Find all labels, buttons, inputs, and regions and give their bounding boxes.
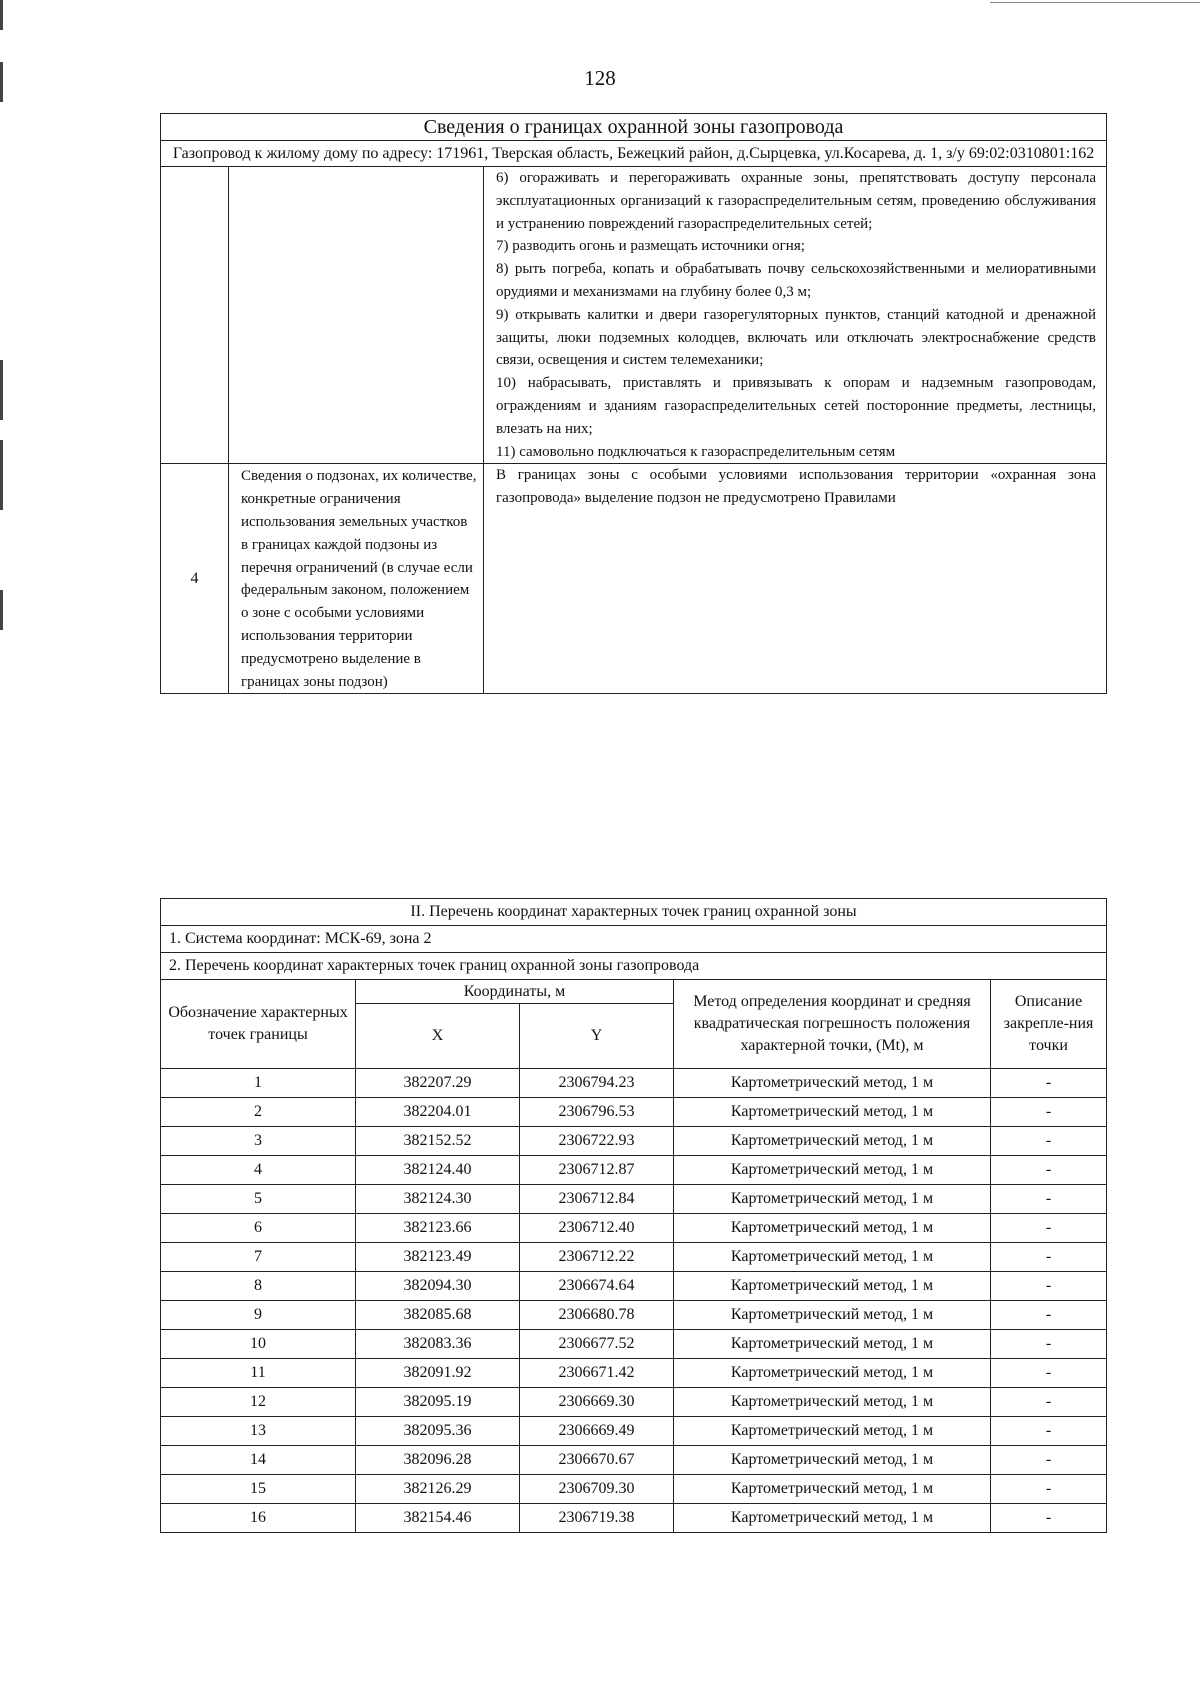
method-cell: Картометрический метод, 1 м [674,1185,991,1214]
description-cell: - [991,1069,1107,1098]
description-cell: - [991,1504,1107,1533]
table-row [161,1388,1107,1417]
y-coordinate: 2306709.30 [520,1475,674,1504]
scan-mark [990,2,1200,3]
restriction-item: 8) рыть погреба, копать и обрабатывать почву сельскохозяйственными и мелиоративными орудиями и механизмами на глубину более 0,3 м; [496,261,1097,300]
column-header-point: Обозначение характерных точек границы [161,980,356,1069]
subzones-value: В границах зоны с особыми условиями использования территории «охранная зона газопровода» выделение подзон не предусмотрено Правилами [484,464,1107,694]
method-cell: Картометрический метод, 1 м [674,1446,991,1475]
x-coordinate: 382126.29 [356,1475,520,1504]
y-coordinate: 2306670.67 [520,1446,674,1475]
table-row [161,1214,1107,1243]
table-row [161,1446,1107,1475]
method-cell: Картометрический метод, 1 м [674,1475,991,1504]
restriction-item: 10) набрасывать, приставлять и привязывать к опорам и надземным газопроводам, ограждениям и зданиям газораспределительных сетей посторонние предметы, лестницы, влезать на них; [496,375,1097,437]
x-coordinate: 382095.19 [356,1388,520,1417]
y-coordinate: 2306674.64 [520,1272,674,1301]
table-row [161,1272,1107,1301]
method-cell: Картометрический метод, 1 м [674,1098,991,1127]
object-address: Газопровод к жилому дому по адресу: 171961, Тверская область, Бежецкий район, д.Сырцевка, ул.Косарева, д. 1, з/у 69:02:0310801:162 [161,141,1107,167]
table-row [161,1504,1107,1533]
method-cell: Картометрический метод, 1 м [674,1504,991,1533]
table-row [161,1127,1107,1156]
description-cell: - [991,1185,1107,1214]
description-cell: - [991,1301,1107,1330]
description-cell: - [991,1388,1107,1417]
scan-mark [0,0,3,30]
point-label: 10 [161,1330,356,1359]
subzones-label: Сведения о подзонах, их количестве, конкретные ограничения использования земельных участков в границах каждой подзоны из перечня ограничений (в случае если федеральным законом, положением о зоне с особыми условиями использования территории предусмотрено выделение в границах зоны подзон) [229,464,484,694]
zone-info-table [160,113,1107,694]
x-coordinate: 382095.36 [356,1417,520,1446]
y-coordinate: 2306669.30 [520,1388,674,1417]
point-label: 7 [161,1243,356,1272]
x-coordinate: 382154.46 [356,1504,520,1533]
column-header-description: Описание закрепле-ния точки [991,980,1107,1069]
section-ii-header: II. Перечень координат характерных точек границ охранной зоны [161,899,1107,926]
x-coordinate: 382094.30 [356,1272,520,1301]
restrictions-continuation [484,167,1107,464]
method-cell: Картометрический метод, 1 м [674,1417,991,1446]
y-coordinate: 2306712.87 [520,1156,674,1185]
description-cell: - [991,1475,1107,1504]
method-cell: Картометрический метод, 1 м [674,1069,991,1098]
y-coordinate: 2306796.53 [520,1098,674,1127]
y-coordinate: 2306669.49 [520,1417,674,1446]
y-coordinate: 2306712.84 [520,1185,674,1214]
point-label: 9 [161,1301,356,1330]
description-cell: - [991,1156,1107,1185]
description-cell: - [991,1446,1107,1475]
description-cell: - [991,1359,1107,1388]
column-header-y: Y [520,1004,674,1069]
description-cell: - [991,1098,1107,1127]
method-cell: Картометрический метод, 1 м [674,1301,991,1330]
point-label: 11 [161,1359,356,1388]
section-title: Сведения о границах охранной зоны газопровода [161,114,1107,141]
coordinate-rows [161,1069,1107,1533]
table-row [161,1098,1107,1127]
x-coordinate: 382123.49 [356,1243,520,1272]
point-label: 6 [161,1214,356,1243]
description-cell: - [991,1127,1107,1156]
y-coordinate: 2306671.42 [520,1359,674,1388]
method-cell: Картометрический метод, 1 м [674,1127,991,1156]
y-coordinate: 2306712.22 [520,1243,674,1272]
table-row [161,1330,1107,1359]
restriction-item: 9) открывать калитки и двери газорегуляторных пунктов, станций катодной и дренажной защиты, люки подземных колодцев, включать или отключать электроснабжение средств связи, освещения и систем телемеханики; [496,306,1097,369]
table-row [161,1417,1107,1446]
y-coordinate: 2306677.52 [520,1330,674,1359]
y-coordinate: 2306722.93 [520,1127,674,1156]
x-coordinate: 382123.66 [356,1214,520,1243]
y-coordinate: 2306719.38 [520,1504,674,1533]
row-number-cell [161,167,229,464]
description-cell: - [991,1243,1107,1272]
coordinate-list-title: 2. Перечень координат характерных точек границ охранной зоны газопровода [161,953,1107,980]
scan-mark [0,360,3,420]
point-label: 12 [161,1388,356,1417]
description-cell: - [991,1330,1107,1359]
x-coordinate: 382124.40 [356,1156,520,1185]
column-header-x: X [356,1004,520,1069]
method-cell: Картометрический метод, 1 м [674,1156,991,1185]
row-number: 4 [161,464,229,694]
page-number: 128 [584,66,616,90]
x-coordinate: 382207.29 [356,1069,520,1098]
description-cell: - [991,1214,1107,1243]
method-cell: Картометрический метод, 1 м [674,1359,991,1388]
x-coordinate: 382152.52 [356,1127,520,1156]
x-coordinate: 382204.01 [356,1098,520,1127]
x-coordinate: 382124.30 [356,1185,520,1214]
method-cell: Картометрический метод, 1 м [674,1243,991,1272]
point-label: 16 [161,1504,356,1533]
coordinate-system: 1. Система координат: МСК-69, зона 2 [161,926,1107,953]
coordinates-table [160,898,1107,1533]
restriction-item: 7) разводить огонь и размещать источники огня; [496,238,805,255]
row-label-cell [229,167,484,464]
point-label: 2 [161,1098,356,1127]
table-row [161,1156,1107,1185]
y-coordinate: 2306712.40 [520,1214,674,1243]
y-coordinate: 2306794.23 [520,1069,674,1098]
method-cell: Картометрический метод, 1 м [674,1272,991,1301]
x-coordinate: 382083.36 [356,1330,520,1359]
scan-mark [0,440,3,510]
point-label: 8 [161,1272,356,1301]
restriction-item: 11) самовольно подключаться к газораспределительным сетям [496,443,896,460]
table-row [161,1301,1107,1330]
method-cell: Картометрический метод, 1 м [674,1214,991,1243]
point-label: 15 [161,1475,356,1504]
description-cell: - [991,1417,1107,1446]
method-cell: Картометрический метод, 1 м [674,1388,991,1417]
y-coordinate: 2306680.78 [520,1301,674,1330]
restriction-item: 6) огораживать и перегораживать охранные зоны, препятствовать доступу персонала эксплуатационных организаций к газораспределительным сетям, проведению обслуживания и устранению повреждений газораспределительных сетей; [496,170,1097,232]
point-label: 13 [161,1417,356,1446]
point-label: 5 [161,1185,356,1214]
table-row [161,1069,1107,1098]
point-label: 1 [161,1069,356,1098]
point-label: 4 [161,1156,356,1185]
scan-mark [0,590,3,630]
point-label: 3 [161,1127,356,1156]
table-row [161,1185,1107,1214]
column-header-method: Метод определения координат и средняя квадратическая погрешность положения характерной точки, (Mt), м [674,980,991,1069]
x-coordinate: 382085.68 [356,1301,520,1330]
x-coordinate: 382096.28 [356,1446,520,1475]
method-cell: Картометрический метод, 1 м [674,1330,991,1359]
table-row [161,1243,1107,1272]
table-row [161,1359,1107,1388]
column-header-coords: Координаты, м [356,980,674,1004]
description-cell: - [991,1272,1107,1301]
x-coordinate: 382091.92 [356,1359,520,1388]
table-row [161,1475,1107,1504]
point-label: 14 [161,1446,356,1475]
